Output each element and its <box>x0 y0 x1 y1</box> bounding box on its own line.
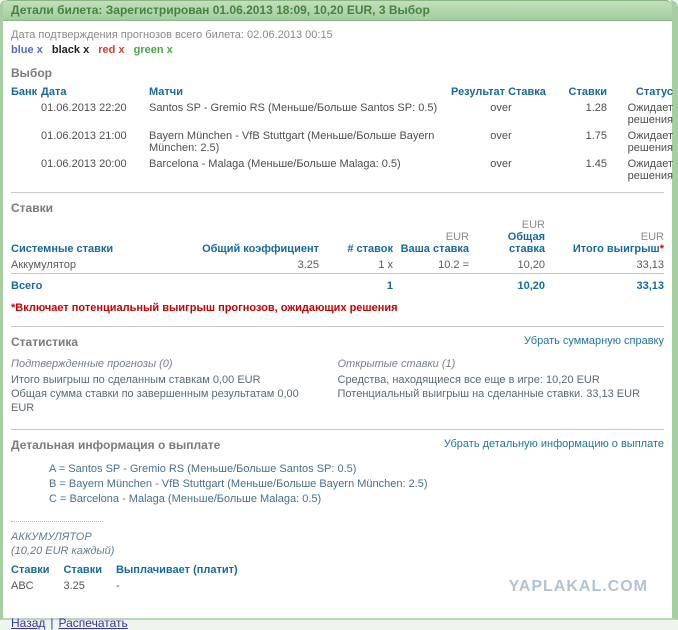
column-header-status: Статус <box>635 86 673 98</box>
watermark: YAPLAKAL.COM <box>508 578 648 595</box>
remove-tag-icon[interactable]: х <box>83 44 90 56</box>
potential-winnings-line: Потенциальный выигрыш на сделанные ставки. 33,13 EUR <box>337 388 641 400</box>
print-link[interactable]: Распечатать <box>58 616 128 630</box>
status-badge: Ожидает решения <box>627 158 673 182</box>
column-header-bet-count: # ставок <box>347 243 393 255</box>
accumulator-subtitle: (10,20 EUR каждый) <box>11 545 115 557</box>
section-title-statistics: Статистика <box>11 335 79 349</box>
section-title-payout-details: Детальная информация о выплате <box>11 438 221 452</box>
legend-item-b: B = Bayern München - VfB Stuttgart (Меньше/Больше Bayern München: 2.5) <box>49 478 428 490</box>
confirmed-forecasts-title: Подтвержденные прогнозы (0) <box>11 358 173 370</box>
column-header-matches: Матчи <box>149 86 183 98</box>
link-separator: | <box>50 616 54 630</box>
total-stake-line: Общая сумма ставки по завершенным результатам 0,00 EUR <box>11 388 299 414</box>
bet-total-stake: 10,20 <box>517 259 545 271</box>
column-header-acc-pays: Выплачивает (платит) <box>115 564 238 576</box>
total-stake: 10,20 <box>469 274 545 295</box>
column-header-coefficient: Общий коэффициент <box>202 243 319 255</box>
table-row <box>11 156 673 184</box>
section-title-bets: Ставки <box>11 201 53 215</box>
bet-winnings: 33,13 <box>636 259 664 271</box>
bet-coefficient: 3.25 <box>297 259 319 271</box>
table-row <box>11 257 664 274</box>
divider <box>11 192 664 193</box>
column-header-your-stake: EUR Ваша ставка <box>400 231 469 255</box>
payout-legend <box>49 462 664 507</box>
table-row <box>11 100 673 128</box>
selection-date: 01.06.2013 22:20 <box>41 102 127 114</box>
column-header-date: Дата <box>41 86 67 98</box>
acc-bets-value: ABC <box>11 580 34 592</box>
table-row <box>11 578 252 594</box>
selection-match: Santos SP - Gremio RS (Меньше/Больше Santos SP: 0.5) <box>149 102 438 114</box>
selection-result: over <box>490 102 512 114</box>
status-badge: Ожидает решения <box>627 130 673 154</box>
column-header-odds: Ставки <box>568 86 607 98</box>
hide-summary-link[interactable]: Убрать суммарную справку <box>524 335 664 347</box>
selection-odds: 1.28 <box>585 102 607 114</box>
total-label: Всего <box>11 274 161 295</box>
column-header-total-stake: EUR Общая ставка <box>507 219 545 255</box>
column-header-result-bet: Результат Ставка <box>451 86 546 98</box>
confirmed-forecasts-block <box>11 357 338 415</box>
selections-header-row <box>11 84 673 100</box>
table-row <box>11 128 673 156</box>
color-tag-black[interactable]: black х <box>51 44 90 56</box>
selection-date: 01.06.2013 21:00 <box>41 130 127 142</box>
section-title-selection: Выбор <box>11 66 52 80</box>
pending-winnings-note: *Включает потенциальный выигрыш прогнозов, ожидающих решения <box>11 302 398 314</box>
legend-item-c: C = Barcelona - Malaga (Меньше/Больше Malaga: 0.5) <box>49 493 322 505</box>
color-tags <box>11 44 664 56</box>
statistics-columns <box>11 357 664 415</box>
remove-tag-icon[interactable]: х <box>118 44 125 56</box>
asterisk-marker: * <box>659 243 664 255</box>
legend-item-a: A = Santos SP - Gremio RS (Меньше/Больше Santos SP: 0.5) <box>49 463 357 475</box>
column-header-acc-odds: Ставки <box>63 564 102 576</box>
acc-pays-value: - <box>115 580 120 592</box>
open-bets-block <box>338 357 665 415</box>
bet-your-stake: 10.2 = <box>438 259 469 271</box>
status-badge: Ожидает решения <box>627 102 673 126</box>
open-bets-title: Открытые ставки (1) <box>337 358 456 370</box>
total-winnings-line: Итого выигрыш по сделанным ставкам 0,00 EUR <box>11 374 261 386</box>
selection-match: Barcelona - Malaga (Меньше/Больше Malaga: 0.5) <box>149 158 401 170</box>
column-header-bank: Банк <box>11 86 38 98</box>
total-winnings: 33,13 <box>545 274 664 295</box>
selection-odds: 1.75 <box>585 130 607 142</box>
bet-count: 1 x <box>378 259 393 271</box>
selection-result: over <box>490 130 512 142</box>
page-title: Детали билета: Зарегистрирован 01.06.2013 18:09, 10,20 EUR, 3 Выбор <box>3 0 672 21</box>
remove-tag-icon[interactable]: х <box>36 44 43 56</box>
accumulator-header-row <box>11 562 252 578</box>
funds-in-play-line: Средства, находящиеся все еще в игре: 10,20 EUR <box>337 374 600 386</box>
accumulator-table <box>11 562 252 594</box>
bets-table <box>11 217 664 294</box>
color-tag-red[interactable]: red х <box>98 44 125 56</box>
color-tag-green[interactable]: green х <box>133 44 173 56</box>
selection-odds: 1.45 <box>585 158 607 170</box>
acc-odds-value: 3.25 <box>63 580 85 592</box>
accumulator-title: АККУМУЛЯТОР <box>11 531 92 543</box>
divider <box>11 326 664 327</box>
column-header-total-winnings: EUR Итого выигрыш* <box>572 231 664 255</box>
divider <box>11 521 103 522</box>
column-header-system-bets: Системные ставки <box>11 243 114 255</box>
back-link[interactable]: Назад <box>11 616 46 630</box>
bets-header-row <box>11 217 664 257</box>
divider <box>11 429 664 430</box>
footer-links <box>11 616 664 630</box>
selection-match: Bayern München - VfB Stuttgart (Меньше/Больше Bayern München: 2.5) <box>149 130 435 154</box>
selections-table <box>11 84 673 184</box>
column-header-acc-bets: Ставки <box>11 564 50 576</box>
color-tag-blue[interactable]: blue х <box>11 44 43 56</box>
confirmation-date-text: Дата подтверждения прогнозов всего билета: 02.06.2013 00:15 <box>11 29 333 41</box>
remove-tag-icon[interactable]: х <box>166 44 173 56</box>
bet-type: Аккумулятор <box>11 259 76 271</box>
hide-payout-details-link[interactable]: Убрать детальную информацию о выплате <box>443 438 664 450</box>
selection-result: over <box>490 158 512 170</box>
totals-row <box>11 274 664 295</box>
selection-date: 01.06.2013 20:00 <box>41 158 127 170</box>
total-count: 1 <box>319 274 393 295</box>
